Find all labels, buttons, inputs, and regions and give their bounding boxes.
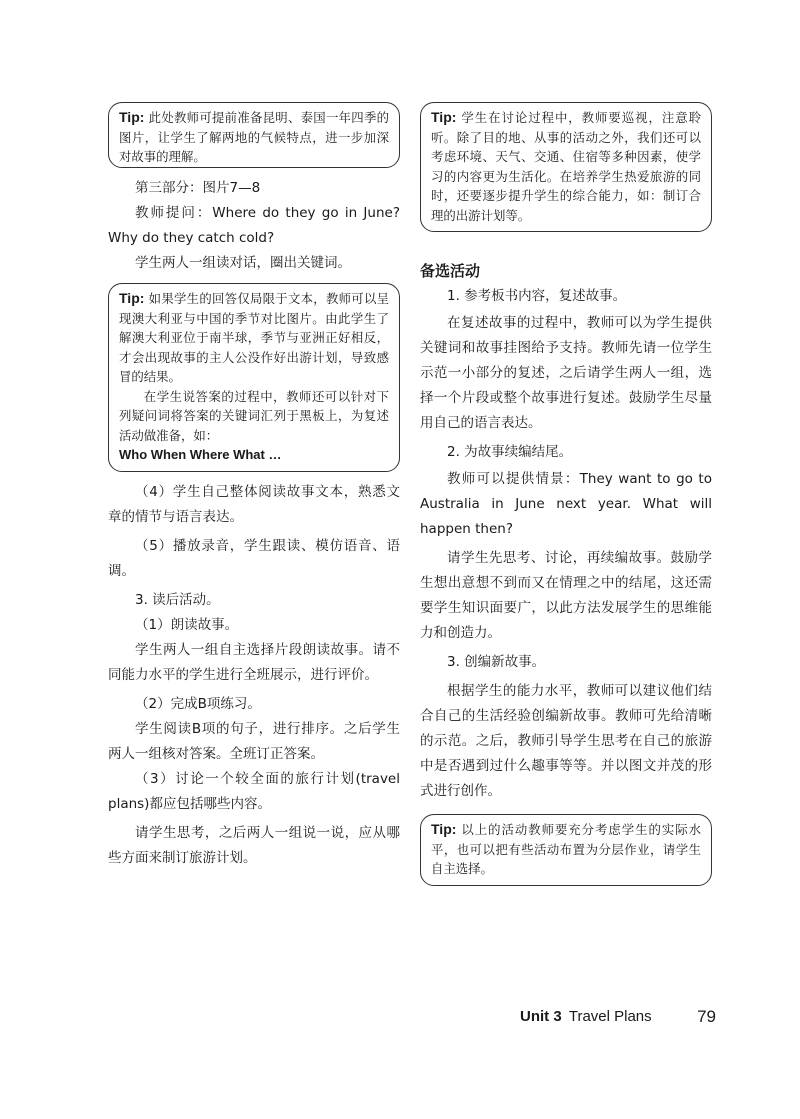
tip-text-para1: 如果学生的回答仅局限于文本，教师可以呈现澳大利亚与中国的季节对比图片。由此学生了解澳大利亚位于南半球，季节与亚洲正好相反，才会出现故事的主人公没作好出游计划，导致感冒的结果。 xyxy=(119,291,389,384)
activity2-body: 请学生先思考、讨论，再续编故事。鼓励学生想出意想不到而又在情理之中的结尾，这还需要学生知识面要广，以此方法发展学生的思维能力和创造力。 xyxy=(420,550,712,641)
tip-label: Tip: xyxy=(119,290,145,306)
unit-title: Travel Plans xyxy=(568,1008,652,1025)
substep3-heading: （3）讨论一个较全面的旅行计划(travel plans)都应包括哪些内容。 xyxy=(108,770,400,812)
substep1-body: 学生两人一组自主选择片段朗读故事。请不同能力水平的学生进行全班展示，进行评价。 xyxy=(108,641,400,683)
teacher-question: 教师提问：Where do they go in June? Why do they catch cold? xyxy=(108,205,400,246)
activity3-heading: 3. 创编新故事。 xyxy=(447,654,546,670)
page-footer xyxy=(520,1008,716,1032)
substep2-body: 学生阅读B项的句子，进行排序。之后学生两人一组核对答案。全班订正答案。 xyxy=(108,720,400,762)
step4-whole-reading: （4）学生自己整体阅读故事文本，熟悉文章的情节与语言表达。 xyxy=(108,483,400,525)
tip-label: Tip: xyxy=(119,109,145,125)
substep2-heading: （2）完成B项练习。 xyxy=(135,695,261,712)
tip-box-seasons-pictures xyxy=(108,102,400,168)
tip-text: 学生在讨论过程中，教师要巡视，注意聆听。除了目的地、从事的活动之外，我们还可以考虑环境、天气、交通、住宿等多种因素，使学习的内容更为生活化。在培养学生热爱旅游的同时，还要逐步提升学生的综合能力，如：制订合理的出游计划等。 xyxy=(431,110,701,223)
tip-text-para2: 在学生说答案的过程中，教师还可以针对下列疑问词将答案的关键词汇列于黑板上，为复述活动做准备，如： xyxy=(119,388,389,443)
tip-label: Tip: xyxy=(431,109,457,125)
activity2-heading: 2. 为故事续编结尾。 xyxy=(447,444,573,460)
activity1-heading: 1. 参考板书内容，复述故事。 xyxy=(447,288,627,304)
alternative-activities-heading: 备选活动 xyxy=(420,262,481,280)
question-words: Who When Where What … xyxy=(119,447,282,462)
tip-box-discussion xyxy=(420,102,712,232)
post-reading-heading: 3. 读后活动。 xyxy=(135,591,220,608)
activity1-body: 在复述故事的过程中，教师可以为学生提供关键词和故事挂图给予支持。教师先请一位学生示范一小部分的复述，之后请学生两人一组，选择一个片段或整个故事进行复述。鼓励学生尽量用自己的语言表达。 xyxy=(420,315,712,431)
substep1-heading: （1）朗读故事。 xyxy=(135,616,239,633)
tip-box-layered-homework xyxy=(420,814,712,886)
pair-read-instruction: 学生两人一组读对话，圈出关键词。 xyxy=(135,255,351,271)
part3-heading: 第三部分：图片7—8 xyxy=(135,180,261,196)
tip-box-australia-seasons xyxy=(108,283,400,472)
left-column xyxy=(108,102,400,871)
activity3-body: 根据学生的能力水平，教师可以建议他们结合自己的生活经验创编新故事。教师可先给清晰的示范。之后，教师引导学生思考在自己的旅游中是否遇到过什么趣事等等。并以图文并茂的形式进行创作。 xyxy=(420,683,712,799)
tip-text: 以上的活动教师要充分考虑学生的实际水平，也可以把有些活动布置为分层作业，请学生自主选择。 xyxy=(431,822,701,876)
step5-play-recording: （5）播放录音，学生跟读、模仿语音、语调。 xyxy=(108,537,400,579)
tip-text: 此处教师可提前准备昆明、泰国一年四季的图片，让学生了解两地的气候特点，进一步加深对故事的理解。 xyxy=(119,110,389,164)
unit-label: Unit 3 xyxy=(520,1008,562,1025)
substep3-body: 请学生思考，之后两人一组说一说，应从哪些方面来制订旅游计划。 xyxy=(108,824,400,866)
tip-label: Tip: xyxy=(431,821,457,837)
activity2-scenario: 教师可以提供情景：They want to go to Australia in June next year. What will happen then? xyxy=(420,471,712,537)
page-number: 79 xyxy=(697,1007,716,1026)
right-column xyxy=(420,102,712,886)
